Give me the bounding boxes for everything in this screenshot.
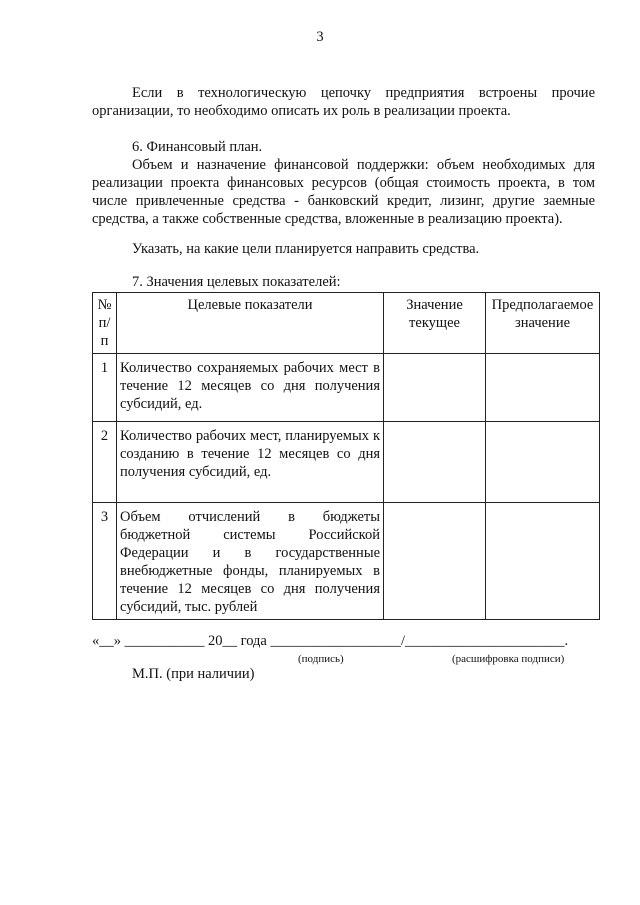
row-number: 2 [93, 422, 117, 503]
funds-purpose-paragraph: Указать, на какие цели планируется направить средства. [132, 241, 480, 257]
table-row [93, 354, 600, 422]
table-row [93, 422, 600, 503]
signature-caption: (подпись) [298, 653, 344, 665]
expected-value-cell [486, 422, 600, 503]
row-number: 3 [93, 503, 117, 620]
signature-decryption-caption: (расшифровка подписи) [452, 653, 565, 665]
current-value-cell [384, 503, 486, 620]
current-value-cell [384, 422, 486, 503]
section-7-title: 7. Значения целевых показателей: [132, 274, 341, 290]
header-number: № п/п [93, 293, 117, 354]
header-indicator: Целевые показатели [117, 293, 384, 354]
intro-paragraph: Если в технологическую цепочку предприятия встроены прочие организации, то необходимо описать их роль в реализации проекта. [92, 85, 595, 119]
section-6-title: 6. Финансовый план. [132, 139, 263, 155]
target-indicators-table [92, 292, 600, 620]
current-value-cell [384, 354, 486, 422]
indicator-cell: Количество рабочих мест, планируемых к созданию в течение 12 месяцев со дня получения субсидий, ед. [117, 422, 384, 503]
seal-note: М.П. (при наличии) [132, 666, 255, 682]
row-number: 1 [93, 354, 117, 422]
expected-value-cell [486, 354, 600, 422]
indicator-cell: Количество сохраняемых рабочих мест в течение 12 месяцев со дня получения субсидий, ед. [117, 354, 384, 422]
expected-value-cell [486, 503, 600, 620]
signature-date-line: «__» ___________ 20__ года __________________/______________________. [92, 633, 569, 649]
financial-support-paragraph: Объем и назначение финансовой поддержки: объем необходимых для реализации проекта финансовых ресурсов (общая стоимость проекта, в том числе привлеченные средства - банковский кредит, лизинг, другие заемные средства, а также собственные средства, вложенные в реализацию проекта). [92, 157, 595, 227]
indicator-cell: Объем отчислений в бюджеты бюджетной системы Российской Федерации и в государственные внебюджетные фонды, планируемых в течение 12 месяцев со дня получения субсидий, тыс. рублей [117, 503, 384, 620]
header-current-value: Значение текущее [384, 293, 486, 354]
header-expected-value: Предполагаемое значение [486, 293, 600, 354]
table-row [93, 503, 600, 620]
table-header-row [93, 293, 600, 354]
page-number: 3 [316, 29, 324, 45]
